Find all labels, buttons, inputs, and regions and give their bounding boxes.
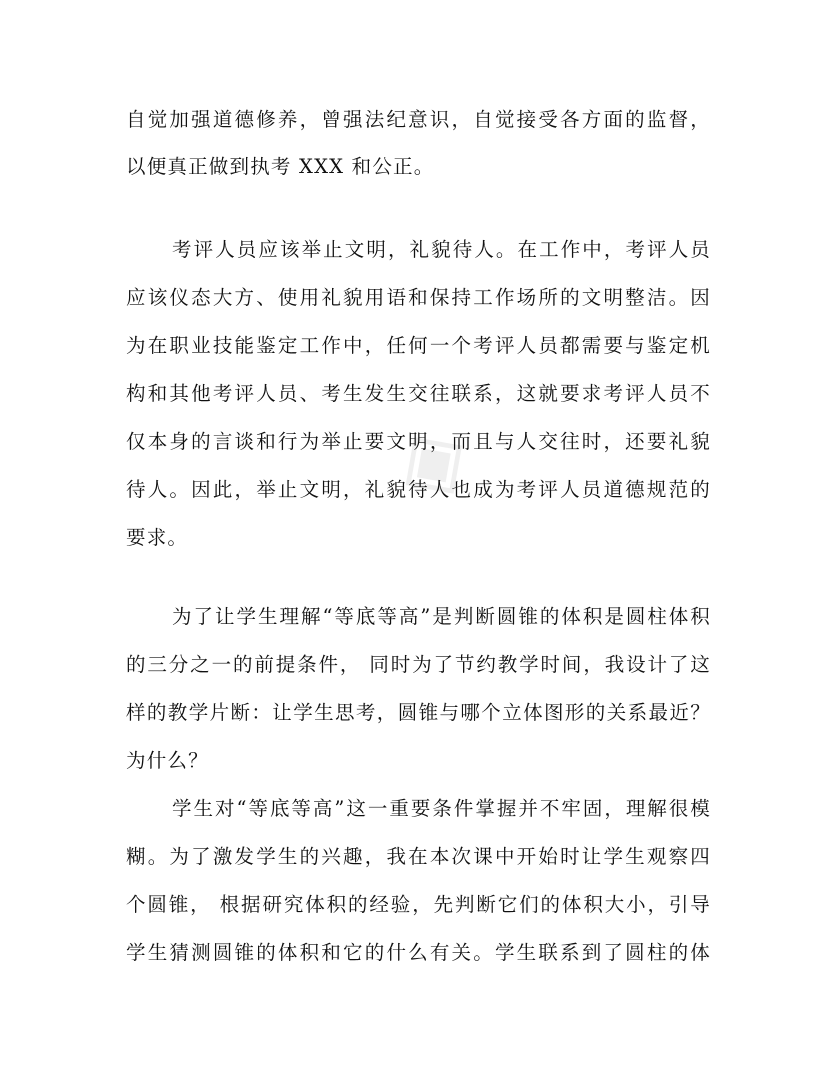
paragraph-3-line-1: 为了让学生理解“等底等高”是判断圆锥的体积是圆柱体积 <box>172 605 711 628</box>
paragraph-1-line-1: 自觉加强道德修养，曾强法纪意识，自觉接受各方面的监督， <box>126 108 711 131</box>
paragraph-2-line-7: 要求。 <box>126 526 189 549</box>
paragraph-2-line-2: 应该仪态大方、使用礼貌用语和保持工作场所的文明整洁。因 <box>126 286 711 309</box>
paragraph-2-line-3: 为在职业技能鉴定工作中，任何一个考评人员都需要与鉴定机 <box>126 334 711 357</box>
paragraph-3-line-2: 的三分之一的前提条件， 同时为了节约教学时间，我设计了这 <box>126 653 711 676</box>
paragraph-2-line-1: 考评人员应该举止文明，礼貌待人。在工作中，考评人员 <box>172 238 711 261</box>
paragraph-2-line-5: 仅本身的言谈和行为举止要文明，而且与人交往时，还要礼貌 <box>126 430 711 453</box>
paragraph-2-line-4: 构和其他考评人员、考生发生交往联系，这就要求考评人员不 <box>126 382 711 405</box>
watermark: ◈ <box>371 396 489 523</box>
paragraph-4-line-4: 学生猜测圆锥的体积和它的什么有关。学生联系到了圆柱的体 <box>126 941 711 964</box>
paragraph-3-line-4: 为什么？ <box>126 749 209 772</box>
paragraph-4-line-1: 学生对“等底等高”这一重要条件掌握并不牢固，理解很模 <box>172 797 711 820</box>
paragraph-4-line-2: 糊。为了激发学生的兴趣，我在本次课中开始时让学生观察四 <box>126 845 711 868</box>
paragraph-3-line-3: 样的教学片断：让学生思考，圆锥与哪个立体图形的关系最近？ <box>126 701 711 724</box>
paragraph-1-line-2: 以便真正做到执考 XXX 和公正。 <box>126 155 435 178</box>
paragraph-2-line-6: 待人。因此，举止文明，礼貌待人也成为考评人员道德规范的 <box>126 478 711 501</box>
paragraph-4-line-3: 个圆锥， 根据研究体积的经验，先判断它们的体积大小，引导 <box>126 893 711 916</box>
